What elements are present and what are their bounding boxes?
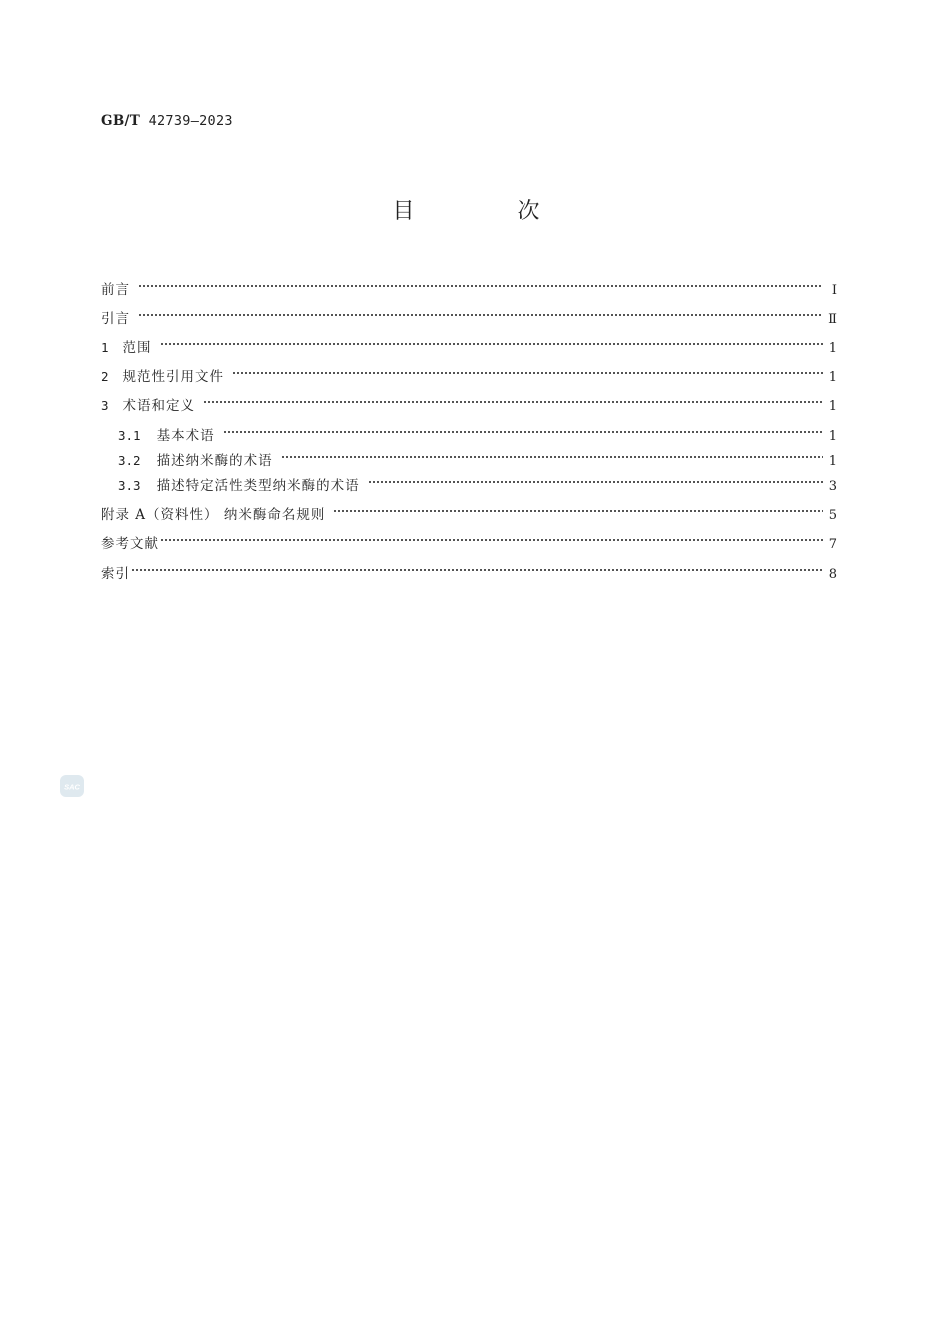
toc-entry-index[interactable] — [101, 558, 837, 582]
toc-entry-label: 前言 — [101, 282, 130, 298]
dot-leader — [138, 274, 823, 294]
dot-leader — [281, 445, 823, 465]
toc-entry-label: 描述特定活性类型纳米酶的术语 — [156, 478, 360, 494]
toc-entry-page: 1 — [828, 399, 837, 414]
toc-entry-page: 1 — [828, 429, 837, 444]
toc-entry-page: 1 — [828, 454, 837, 469]
toc-entry-page: Ⅰ — [831, 283, 837, 298]
dot-leader — [203, 390, 823, 410]
toc-entry-number: 3.2 — [118, 453, 141, 468]
toc-entry-number: 3.1 — [118, 428, 141, 443]
standard-prefix: GB/T — [101, 113, 141, 129]
toc-entry-number: 2 — [101, 369, 109, 384]
toc-entry-label: 参考文献 — [101, 536, 159, 552]
watermark-text: SAC — [64, 782, 80, 792]
toc-entry-annex-a[interactable] — [101, 499, 837, 523]
dot-leader — [333, 499, 823, 519]
toc-entry-page: 7 — [828, 537, 837, 552]
toc-entry-scope[interactable] — [101, 332, 837, 356]
toc-entry-terms-definitions[interactable] — [101, 390, 837, 414]
standard-code — [101, 113, 233, 129]
toc-title: 目 次 — [392, 199, 588, 224]
toc-entry-page: 1 — [828, 341, 837, 356]
toc-entry-normative-references[interactable] — [101, 361, 837, 385]
toc-entry-label: 引言 — [101, 311, 130, 327]
toc-entry-label: 规范性引用文件 — [122, 369, 225, 385]
toc-entry-label: 附录 A（资料性） 纳米酶命名规则 — [101, 507, 326, 523]
dot-leader — [232, 361, 823, 381]
dot-leader — [138, 303, 823, 323]
toc-entry-introduction[interactable] — [101, 303, 837, 327]
dot-leader — [223, 420, 823, 440]
toc-entry-page: 1 — [828, 370, 837, 385]
toc-entry-basic-terms[interactable] — [118, 420, 837, 444]
toc-entry-number: 1 — [101, 340, 109, 355]
toc-entry-label: 范围 — [122, 340, 152, 356]
toc-entry-nanozyme-terms[interactable] — [118, 445, 837, 469]
dot-leader — [131, 558, 823, 578]
toc-entry-label: 索引 — [101, 566, 130, 582]
toc-entry-label: 术语和定义 — [122, 398, 196, 414]
toc-entry-page: Ⅱ — [828, 312, 837, 327]
sac-watermark-logo — [59, 774, 85, 798]
toc-entry-label: 基本术语 — [156, 428, 215, 444]
toc-entry-page: 5 — [828, 508, 837, 523]
toc-entry-page: 3 — [828, 479, 837, 494]
toc-entry-activity-type-terms[interactable] — [118, 470, 837, 494]
toc-entry-number: 3.3 — [118, 478, 141, 493]
standard-number: 42739—2023 — [148, 113, 233, 129]
dot-leader — [368, 470, 823, 490]
dot-leader — [160, 332, 823, 352]
dot-leader — [160, 528, 823, 548]
toc-entry-number: 3 — [101, 398, 109, 413]
toc-entry-page: 8 — [828, 567, 837, 582]
toc-entry-foreword[interactable] — [101, 274, 837, 298]
toc-entry-bibliography[interactable] — [101, 528, 837, 552]
toc-entry-label: 描述纳米酶的术语 — [156, 453, 273, 469]
